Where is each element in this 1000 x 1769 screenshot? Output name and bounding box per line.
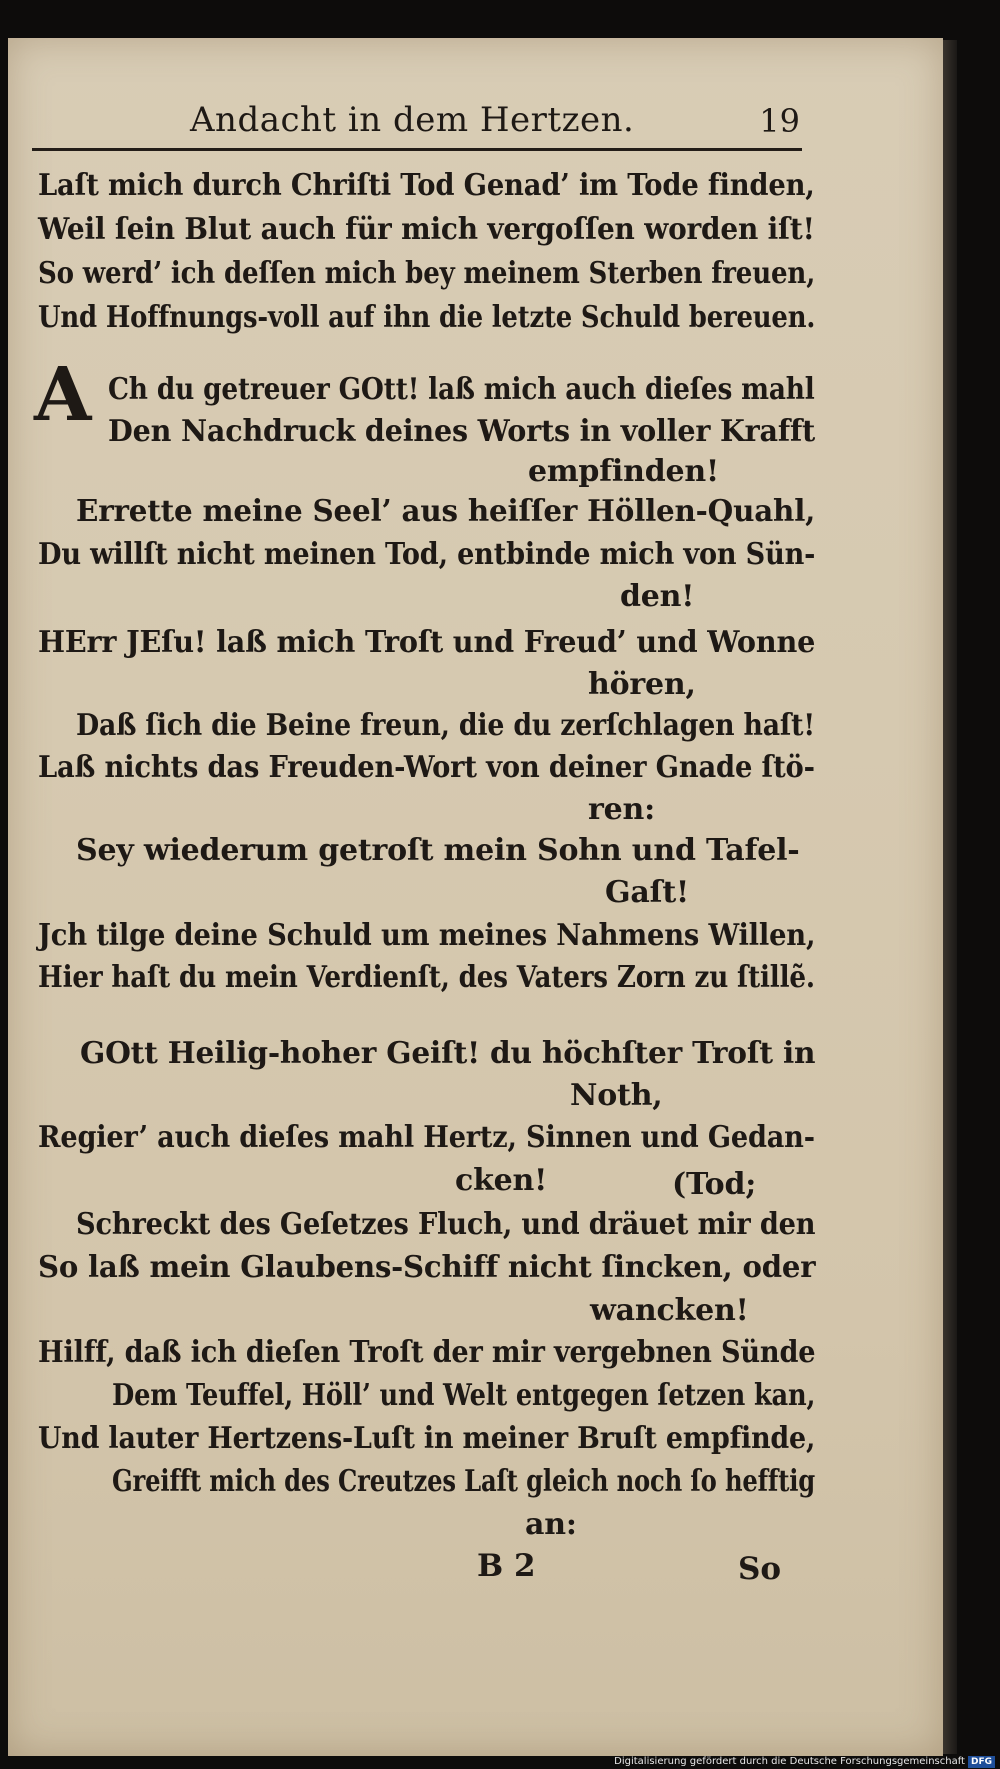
verse-line: Und Hoffnungs-voll auf ihn die letzte Schuld bereuen. [38,300,816,335]
verse-line: Laß nichts das Freuden-Wort von deiner Gnade ſtö- [38,750,815,785]
running-title: Andacht in dem Hertzen. [190,100,635,140]
verse-line-runover: wancken! [590,1293,749,1328]
verse-line-runover: hören, [588,667,696,702]
credit-text: Digitalisierung gefördert durch die Deutsche Forschungsgemeinschaft [614,1756,965,1767]
digitization-credit [600,1754,995,1769]
verse-line-runover: Gaſt! [605,875,689,910]
verse-line: Dem Teuffel, Höll’ und Welt entgegen ſetzen kan, [112,1378,816,1413]
verse-line: GOtt Heilig-hoher Geiſt! du höchſter Troſt in [80,1036,816,1071]
verse-line: So laß mein Glaubens-Schiff nicht ſincken, oder [38,1250,816,1285]
verse-line: Schreckt des Geſetzes Fluch, und dräuet mir den [76,1207,816,1242]
verse-line-runover: empfinden! [528,454,719,489]
verse-line: Ch du getreuer GOtt! laß mich auch dieſes mahl [108,372,815,407]
verse-line: So werd’ ich deſſen mich bey meinem Sterben freuen, [38,256,816,291]
verse-line: Du willſt nicht meinen Tod, entbinde mich von Sün- [38,537,816,572]
dfg-logo: DFG [968,1756,995,1768]
catchword: So [738,1551,782,1587]
verse-line: Und lauter Hertzens-Luſt in meiner Bruſt empfinde, [38,1421,816,1456]
verse-line: Jch tilge deine Schuld um meines Nahmens Willen, [38,918,816,953]
verse-line-runover: an: [525,1507,577,1542]
verse-line: Den Nachdruck deines Worts in voller Krafft [108,414,816,449]
signature-mark: B 2 [477,1548,536,1584]
verse-line-runover: (Tod; [672,1167,757,1202]
verse-line: Sey wiederum getroſt mein Sohn und Tafel- [76,833,800,868]
verse-line: HErr JEſu! laß mich Troſt und Freud’ und Wonne [38,625,816,660]
verse-line: Weil ſein Blut auch für mich vergoſſen worden iſt! [38,212,815,247]
verse-line-runover: ren: [588,792,655,827]
verse-line: Daß ſich die Beine freun, die du zerſchlagen haſt! [76,708,815,743]
verse-line: Laſt mich durch Chriſti Tod Genad’ im Tode finden, [38,168,815,203]
verse-line: Regier’ auch dieſes mahl Hertz, Sinnen und Gedan- [38,1120,815,1155]
verse-line-runover: den! [620,579,695,614]
verse-line-runover: Noth, [570,1078,663,1113]
page-number: 19 [759,102,800,140]
drop-cap: A [34,352,92,438]
verse-line: Greifft mich des Creutzes Laſt gleich noch ſo hefftig [112,1464,816,1499]
verse-line-runover: cken! [455,1163,548,1198]
verse-line: Hier haſt du mein Verdienſt, des Vaters Zorn zu ſtillẽ. [38,960,815,995]
verse-line: Errette meine Seel’ aus heiſſer Höllen-Quahl, [76,494,816,529]
verse-line: Hilff, daß ich dieſen Troſt der mir vergebnen Sünde [38,1335,816,1370]
